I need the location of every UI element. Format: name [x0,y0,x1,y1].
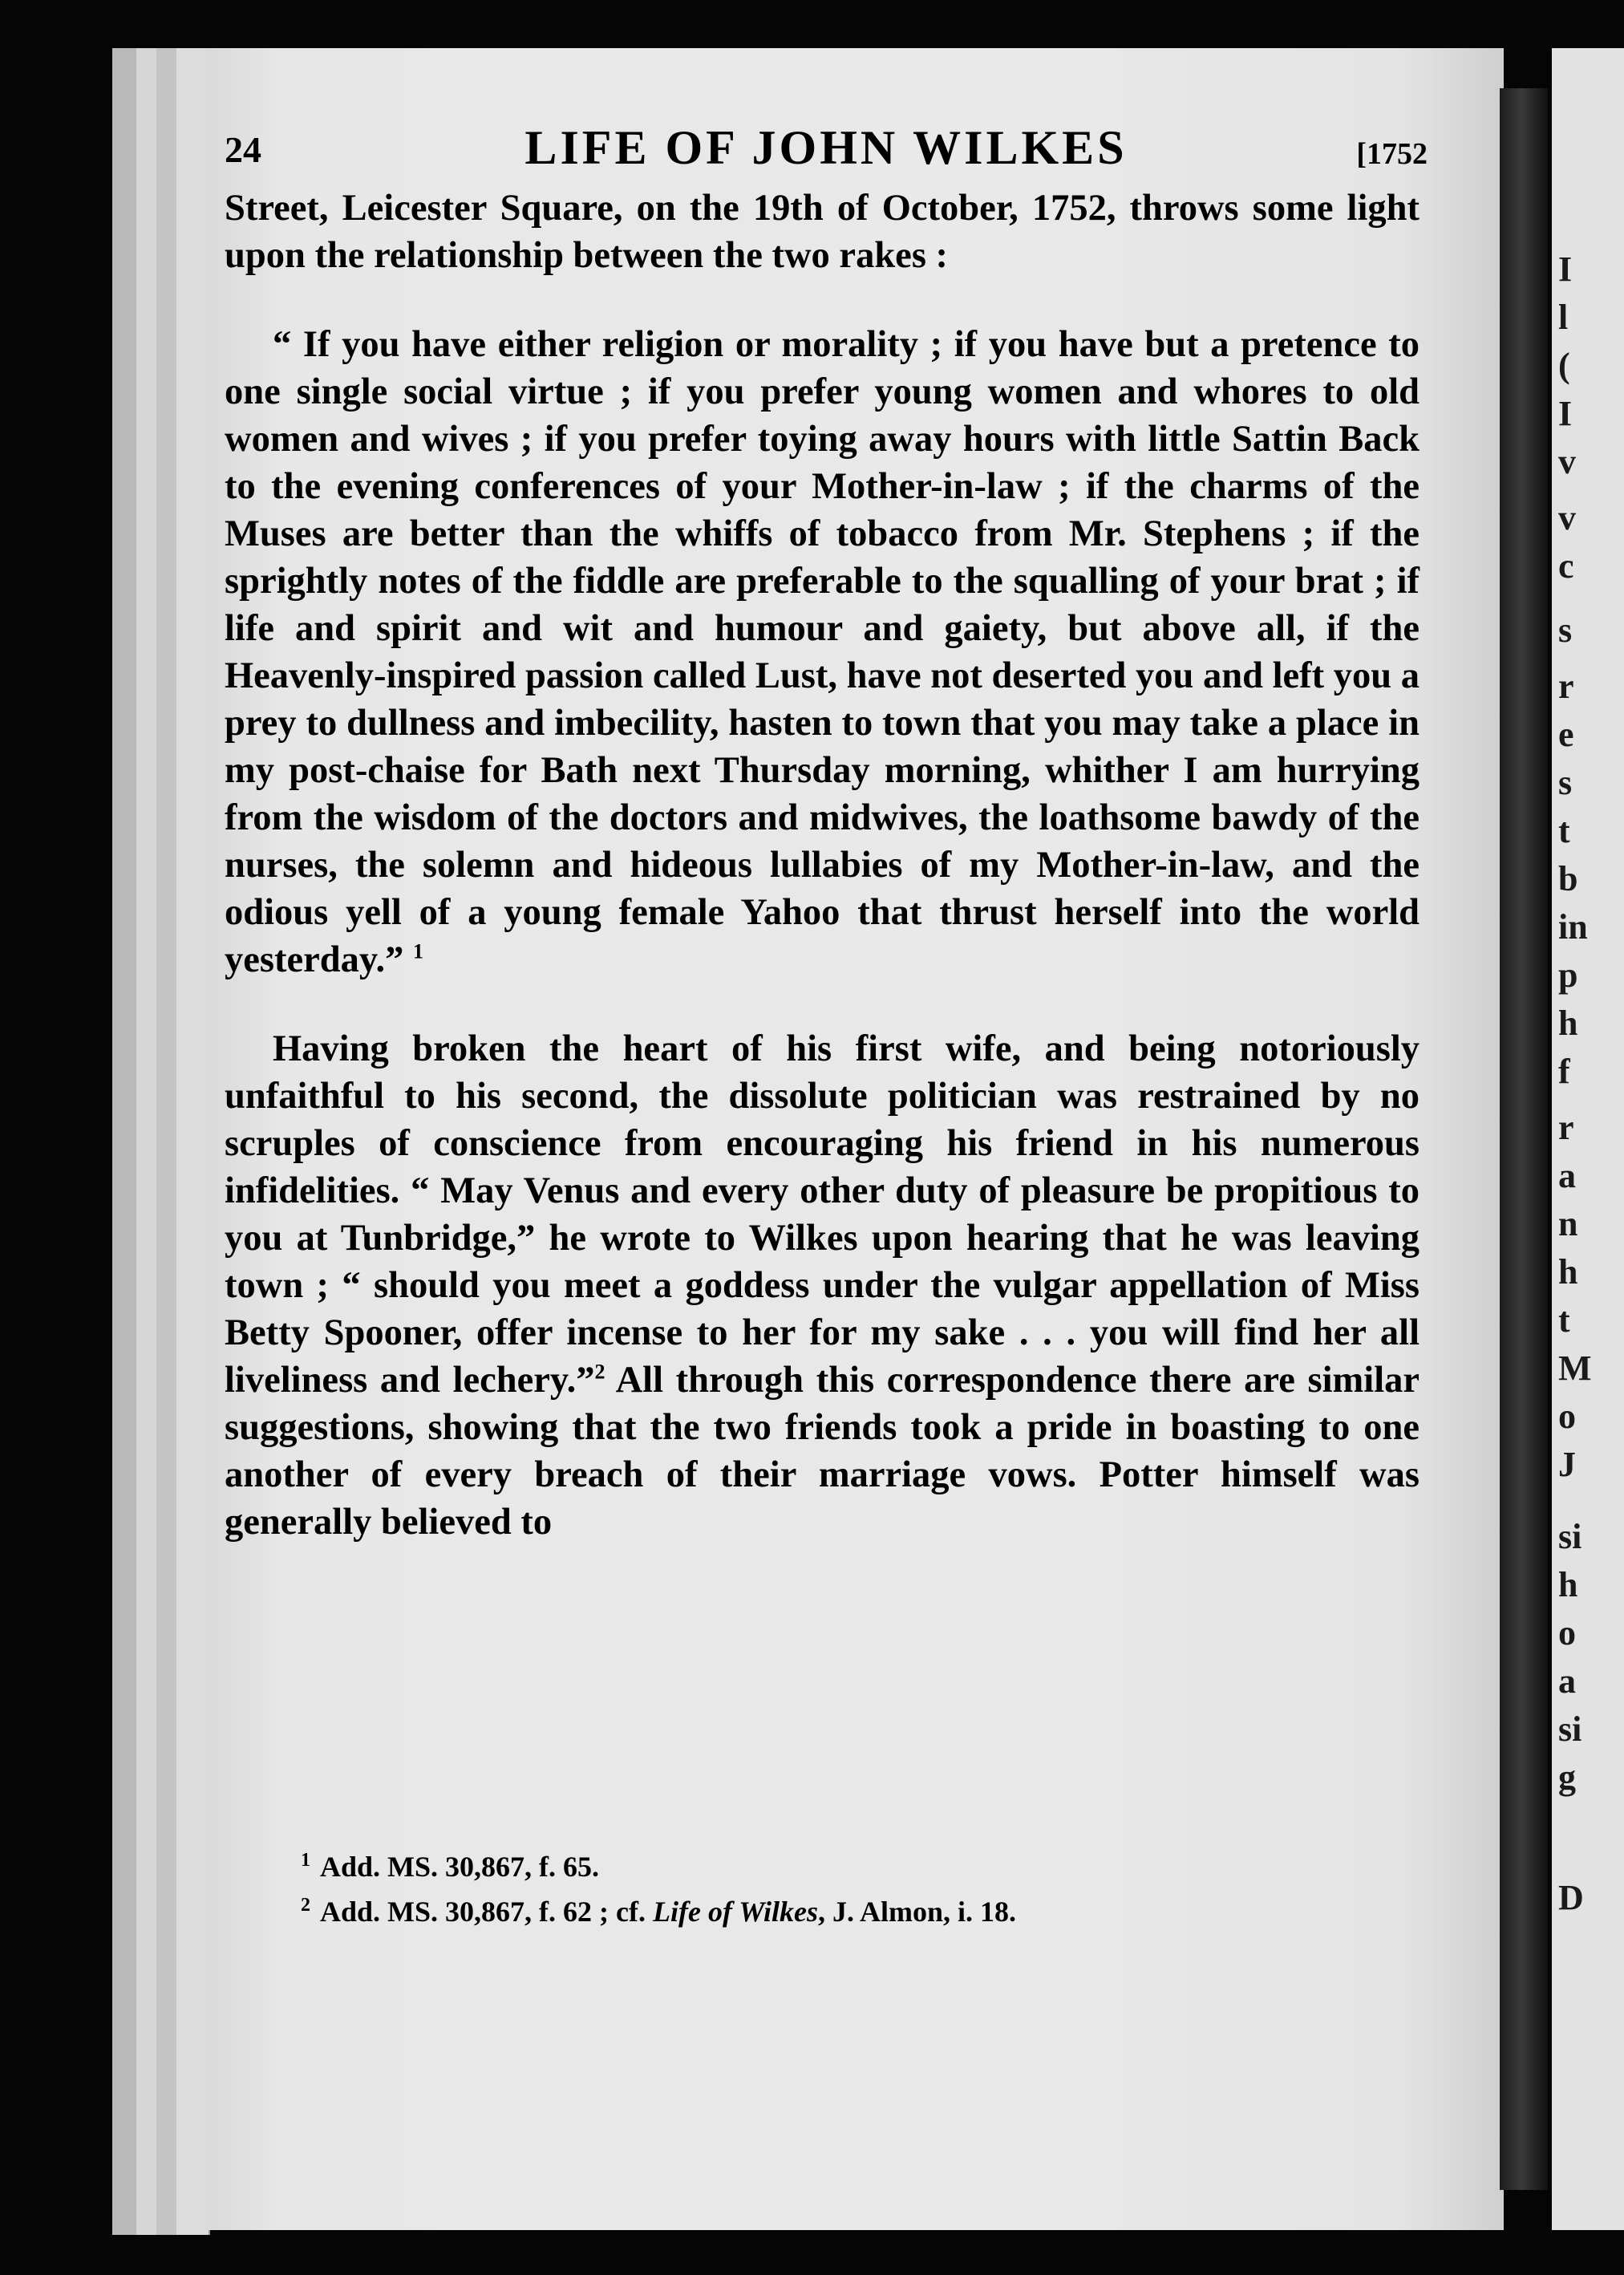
paragraph-text-cont: All through this correspondence there are similar suggestions, showing that the two friends took a pride in boasting to one another of every breach of their marriage vows. Potter himself was generally believed to [225,1360,1420,1543]
facing-page-fragment: J [1558,1445,1576,1484]
facing-page-fragment: e [1558,715,1574,754]
quoted-letter-text: “ If you have either religion or morality ; if you have but a pretence to one single social virtue ; if you prefer young women and whores to old women and wives ; if you prefer toying away hours with little Sattin Back to the evening conferences of your Mother-in-law ; if the charms of the Muses are better than the whiffs of tobacco from Mr. Stephens ; if the sprightly notes of the fiddle are preferable to the squalling of your brat ; if life and spirit and wit and humour and gaiety, but above all, if the Heavenly-inspired passion called Lust, have not deserted you and left you a prey to dullness and imbecility, hasten to town that you may take a place in my post-chaise for Bath next Thursday morning, whither I am hurrying from the wisdom of the doctors and midwives, the loathsome bawdy of the nurses, the solemn and hideous lullabies of my Mother-in-law, and the odious yell of a young female Yahoo that thrust herself into the world yesterday.” [225,324,1419,980]
facing-page-fragment: g [1558,1758,1576,1797]
facing-page-fragment: a [1558,1156,1576,1195]
page-number: 24 [225,129,261,170]
facing-page-fragment: o [1558,1397,1576,1436]
facing-page [1552,48,1624,2230]
footnote [225,1841,1419,1886]
footnotes [225,1841,1419,1931]
facing-page-fragment: I [1558,394,1573,433]
facing-page-fragment: a [1558,1661,1576,1701]
footnote-ref: 2 [594,1360,605,1384]
footnote-text: Add. MS. 30,867, f. 62 ; cf. [320,1896,653,1928]
facing-page-fragment: v [1558,498,1576,537]
facing-page-fragment: t [1558,1300,1570,1340]
footnote-mark: 2 [301,1895,310,1916]
facing-page-fragment: o [1558,1613,1576,1653]
facing-page-fragment: n [1558,1204,1578,1243]
facing-page-fragment: s [1558,763,1573,802]
facing-page-fragment: p [1558,955,1578,995]
facing-page-fragment: l [1558,298,1569,337]
footnote-text-cont: , J. Almon, i. 18. [817,1896,1016,1928]
footnote-mark: 1 [301,1850,310,1871]
quoted-letter [225,321,1419,983]
page-header [225,120,1428,193]
facing-page-fragment: si [1558,1517,1582,1556]
facing-page-fragment: b [1558,859,1578,898]
running-title: LIFE OF JOHN WILKES [524,121,1128,174]
footnote [225,1886,1419,1931]
running-year: [1752 [1356,137,1428,171]
facing-page-fragment: s [1558,610,1573,650]
body-text [225,185,1419,1546]
facing-page-fragment: ( [1558,346,1570,385]
facing-page-fragment: t [1558,811,1570,850]
facing-page-fragment: h [1558,1252,1578,1292]
facing-page-fragment: in [1558,907,1588,947]
paragraph [225,1025,1419,1546]
facing-page-fragment: M [1558,1348,1592,1388]
facing-page-fragment: v [1558,442,1576,481]
paragraph-text: Having broken the heart of his first wife, and being notoriously unfaithful to his second, the dissolute politician was restrained by no scruples of conscience from encouraging his friend in his numerous infidelities. “ May Venus and every other duty of pleasure be propitious to you at Tunbridge,” he wrote to Wilkes upon hearing that he was leaving town ; “ should you meet a goddess under the vulgar appellation of Miss Betty Spooner, offer incense to her for my sake . . . you will find her all liveliness and lechery.” [225,1028,1419,1401]
book-spine [1500,88,1548,2190]
facing-page-fragment: h [1558,1565,1578,1604]
facing-page-fragment: f [1558,1052,1570,1091]
facing-page-fragment: r [1558,667,1574,706]
facing-page-fragment: c [1558,546,1574,586]
footnote-text: Add. MS. 30,867, f. 65. [320,1851,600,1883]
facing-page-fragment: si [1558,1709,1582,1749]
facing-page-fragment: h [1558,1004,1578,1043]
footnote-title: Life of Wilkes [652,1896,818,1928]
paragraph-continuation: Street, Leicester Square, on the 19th of October, 1752, throws some light upon the relationship between the two rakes : [225,188,1419,276]
footnote-ref: 1 [413,939,424,963]
facing-page-fragment: I [1558,249,1573,289]
facing-page-fragment: r [1558,1108,1574,1147]
facing-page-fragment: D [1558,1878,1584,1917]
